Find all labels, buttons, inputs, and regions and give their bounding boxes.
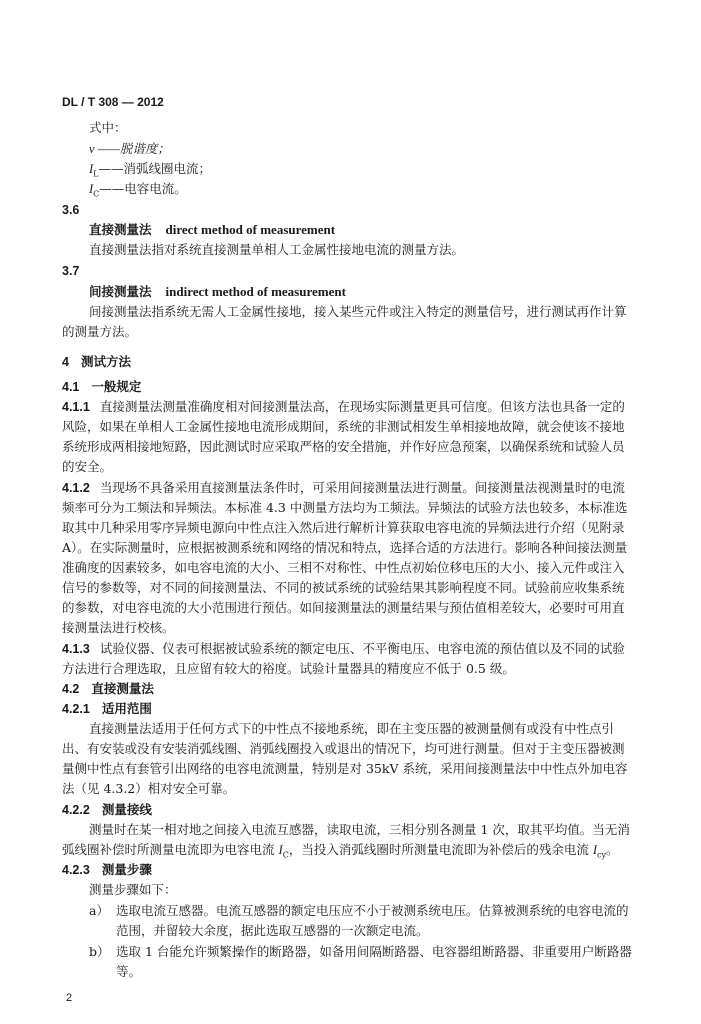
list-item-a-line2: 范围，并留较大余度，据此选取互感器的一次额定电流。 bbox=[116, 923, 429, 938]
para-4-2-1-line3: 量侧中性点有套管引出网络的电容电流测量，特别是对 35kV 系统，采用间接测量法中中性点外加电容 bbox=[62, 761, 628, 776]
section-4-2-2-heading: 4.2.2 测量接线 bbox=[62, 802, 152, 817]
para-4-2-2-line1: 测量时在某一相对地之间接入电流互感器，读取电流，三相分别各测量 1 次，取其平均值。当无消 bbox=[89, 822, 630, 837]
para-4-1-3-line2: 方法进行合理选取，且应留有较大的裕度。试验计量器具的精度应不低于 0.5 级。 bbox=[62, 661, 515, 676]
para-4-1-3-line1: 4.1.3 试验仪器、仪表可根据被试验系统的额定电压、不平衡电压、电容电流的预估值以及不同的试验 bbox=[62, 641, 625, 656]
list-item-a-label: a） bbox=[89, 903, 109, 918]
para-4-1-1-line4: 的安全。 bbox=[62, 459, 113, 474]
standard-code-header: DL / T 308 — 2012 bbox=[62, 95, 164, 109]
section-4-1-heading: 4.1 一般规定 bbox=[62, 379, 142, 394]
para-4-2-1-line4: 法（见 4.3.2）相对安全可靠。 bbox=[62, 781, 236, 796]
formula-note-v: v ——脱谐度； bbox=[89, 142, 170, 156]
para-4-1-2-line5: 准确度的因素较多，如电容电流的大小、三相不对称性、中性点初始位移电压的大小、接入元件或注入 bbox=[62, 560, 625, 575]
definition-3-7-line1: 间接测量法指系统无需人工金属性接地，接入某些元件或注入特定的测量信号，进行测试再作计算 bbox=[89, 304, 627, 319]
section-4-2-3-heading: 4.2.3 测量步骤 bbox=[62, 862, 152, 877]
formula-notes-intro: 式中： bbox=[89, 120, 127, 135]
para-4-1-2-line4: A）。在实际测量时，应根据被测系统和网络的情况和特点，选择合适的方法进行。影响各种间接法测量 bbox=[62, 540, 628, 555]
list-item-b-line1: 选取 1 台能允许频繁操作的断路器，如备用间隔断路器、电容器组断路器、非重要用户断路器 bbox=[116, 944, 632, 959]
list-item-b-label: b） bbox=[89, 944, 110, 959]
definition-3-6: 直接测量法指对系统直接测量单相人工金属性接地电流的测量方法。 bbox=[89, 242, 465, 257]
chapter-4-heading: 4 测试方法 bbox=[62, 354, 131, 369]
para-4-1-2-line1: 4.1.2 当现场不具备采用直接测量法条件时，可采用间接测量法进行测量。间接测量法视测量时的电流 bbox=[62, 480, 625, 495]
section-4-2-1-heading: 4.2.1 适用范围 bbox=[62, 701, 152, 716]
para-4-1-2-line3: 取其中几种采用零序异频电源向中性点注入然后进行解析计算获取电容电流的异频法进行介绍（见附录 bbox=[62, 520, 625, 535]
para-4-2-1-line2: 出、有安装或没有安装消弧线圈、消弧线圈投入或退出的情况下，均可进行测量。但对于主变压器被测 bbox=[62, 741, 625, 756]
para-4-1-2-line2: 频率可分为工频法和异频法。本标准 4.3 中测量方法均为工频法。异频法的试验方法也较多，本标准选 bbox=[62, 500, 628, 515]
section-number-3-6: 3.6 bbox=[62, 203, 80, 217]
para-4-1-1-line3: 系统形成两相接地短路，因此测试时应采取严格的安全措施，并作好应急预案，以确保系统和试验人员 bbox=[62, 439, 625, 454]
para-4-1-2-line8: 接测量法进行校核。 bbox=[62, 620, 175, 635]
page-number: 2 bbox=[66, 992, 73, 1004]
formula-note-il: $I_L——$消弧线圈电流； bbox=[89, 161, 211, 179]
definition-3-7-line2: 的测量方法。 bbox=[62, 324, 138, 339]
para-4-1-1-line2: 风险，如果在单相人工金属性接地电流形成期间，系统的非测试相发生单相接地故障，就会使该不接地 bbox=[62, 419, 625, 434]
para-4-1-2-line6: 信号的参数等，对不同的间接测量法、不同的被试系统的试验结果其影响程度不同。试验前应收集系统 bbox=[62, 580, 625, 595]
para-4-2-2-line2: 弧线圈补偿时所测量电流即为电容电流 $I_C$，当投入消弧线圈时所测量电流即为补偿后的残余电流 $I_{cy}$。 bbox=[62, 842, 619, 860]
list-item-a-line1: 选取电流互感器。电流互感器的额定电压应不小于被测系统电压。估算被测系统的电容电流的 bbox=[116, 903, 629, 918]
term-3-7: 间接测量法 indirect method of measurement bbox=[89, 284, 346, 299]
term-3-6: 直接测量法 direct method of measurement bbox=[89, 222, 336, 237]
section-4-2-heading: 4.2 直接测量法 bbox=[62, 681, 154, 696]
para-4-2-3-intro: 测量步骤如下： bbox=[89, 882, 177, 897]
para-4-1-1-line1: 4.1.1 直接测量法测量准确度相对间接测量法高，在现场实际测量更具可信度。但该方法也具备一定的 bbox=[62, 399, 625, 414]
list-item-b-line2: 等。 bbox=[116, 964, 142, 979]
formula-note-ic: $I_C——$电容电流。 bbox=[89, 181, 187, 199]
para-4-2-1-line1: 直接测量法适用于任何方式下的中性点不接地系统，即在主变压器的被测量侧有或没有中性点引 bbox=[89, 721, 615, 736]
para-4-1-2-line7: 的参数，对电容电流的大小范围进行预估。如间接测量法的测量结果与预估值相差较大，必要时可用直 bbox=[62, 600, 625, 615]
section-number-3-7: 3.7 bbox=[62, 264, 80, 278]
